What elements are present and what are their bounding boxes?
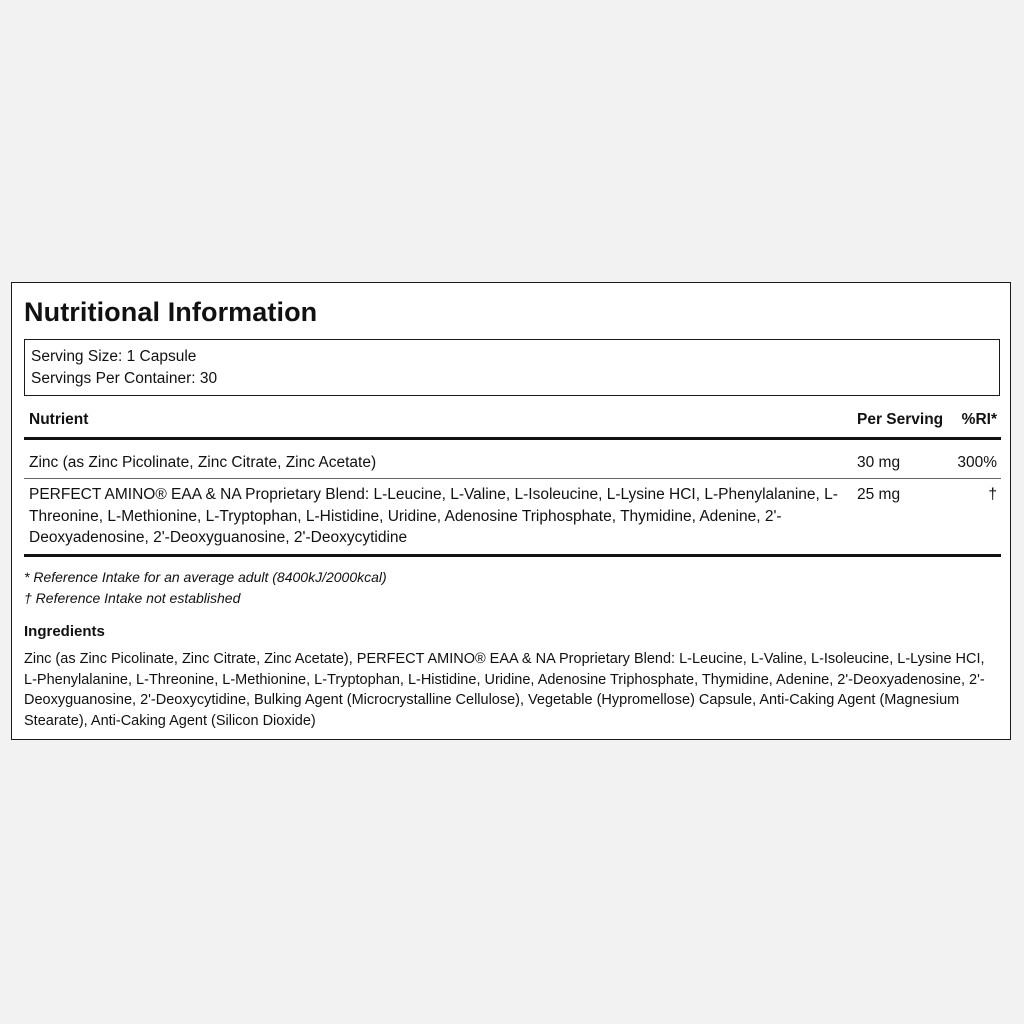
label-title: Nutritional Information: [24, 297, 318, 327]
header-per-serving: Per Serving: [857, 411, 944, 428]
footnotes: [24, 567, 387, 609]
ingredients-text: Zinc (as Zinc Picolinate, Zinc Citrate, Zinc Acetate), PERFECT AMINO® EAA & NA Proprietary Blend: L-Leucine, L-Valine, L-Isoleucine, L-Lysine HCI, L-Phenylalanine, L-Threonine, L-Methionine, L-Tryptophan, L-Histidine, Uridine, Adenosine Triphosphate, Thymidine, Adenine, 2'-Deoxyadenosine, 2'-Deoxyguanosine, 2'-Deoxycytidine, Bulking Agent (Microcrystalline Cellulose), Vegetable (Hypromellose) Capsule, Anti-Caking Agent (Magnesium Stearate), Anti-Caking Agent (Silicon Dioxide): [24, 651, 985, 729]
ingredients-heading: Ingredients: [24, 623, 105, 640]
ri-value: 300%: [957, 454, 997, 471]
nutrient-name: Zinc (as Zinc Picolinate, Zinc Citrate, Zinc Acetate): [29, 454, 377, 471]
footnote-ri: * Reference Intake for an average adult (8400kJ/2000kcal): [24, 569, 387, 585]
serving-size: Serving Size: 1 Capsule: [31, 348, 197, 365]
per-serving-value: 25 mg: [857, 486, 901, 503]
header-ri: %RI*: [961, 411, 997, 428]
footnote-not-established: † Reference Intake not established: [24, 590, 241, 606]
servings-per-container: Servings Per Container: 30: [31, 369, 218, 387]
per-serving-value: 30 mg: [857, 454, 901, 471]
table-header-row: [24, 406, 1001, 440]
table-row: [24, 440, 1001, 479]
table-row: [24, 479, 1001, 557]
nutrient-table: [24, 406, 1001, 557]
nutrient-name: PERFECT AMINO® EAA & NA Proprietary Blend: L-Leucine, L-Valine, L-Isoleucine, L-Lysine HCI, L-Phenylalanine, L-Threonine, L-Methionine, L-Tryptophan, L-Histidine, Uridine, Adenosine Triphosphate, Thymidine, Adenine, 2'-Deoxyadenosine, 2'-Deoxyguanosine, 2'-Deoxycytidine: [29, 486, 838, 546]
header-nutrient: Nutrient: [29, 411, 89, 428]
ri-value: †: [988, 486, 997, 503]
serving-info-box: [24, 339, 1000, 396]
nutrition-label: [11, 282, 1011, 740]
